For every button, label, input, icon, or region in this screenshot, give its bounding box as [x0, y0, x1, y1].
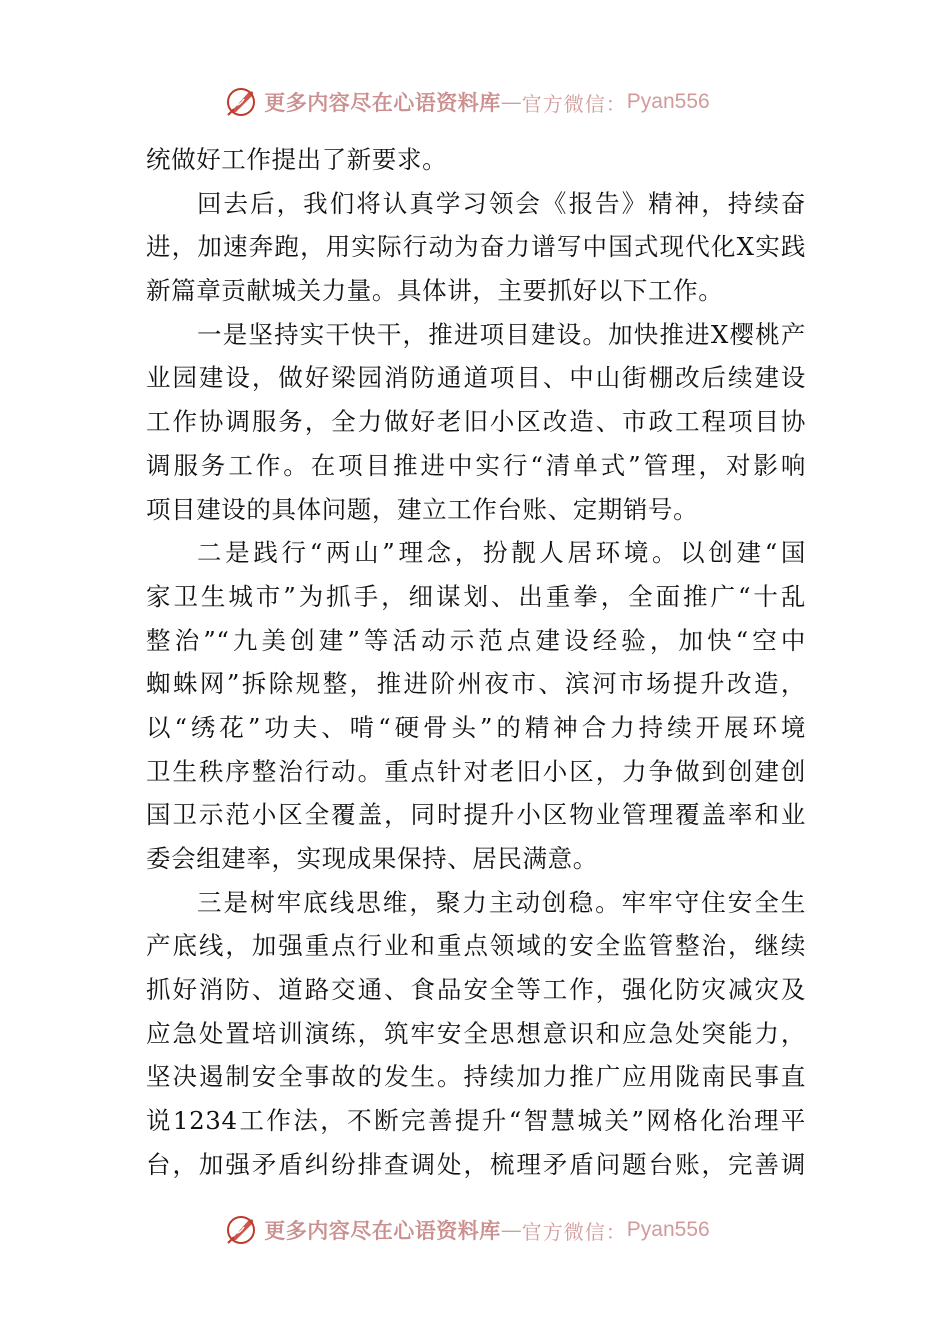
- text-line: 卫生秩序整治行动。重点针对老旧小区，力争做到创建创: [146, 756, 806, 786]
- quill-logo-icon: [224, 85, 258, 119]
- watermark-wechat-id: Pyan556: [626, 90, 710, 113]
- text-line: 家卫生城市”为抓手，细谋划、出重拳，全面推广“十乱: [146, 581, 806, 611]
- text-line: 说1234工作法，不断完善提升“智慧城关”网格化治理平: [146, 1106, 806, 1136]
- document-body: [146, 138, 806, 1187]
- text-line: 应急处置培训演练，筑牢安全思想意识和应急处突能力，: [146, 1018, 806, 1048]
- text-line: 二是践行“两山”理念，扮靓人居环境。以创建“国: [197, 538, 806, 568]
- text-line: 蜘蛛网”拆除规整，推进阶州夜市、滨河市场提升改造，: [146, 669, 806, 699]
- watermark-title: 更多内容尽在心语资料库: [264, 90, 501, 115]
- text-line: 整治”“九美创建”等活动示范点建设经验，加快“空中: [146, 625, 806, 655]
- text-line: 以“绣花”功夫、啃“硬骨头”的精神合力持续开展环境: [146, 712, 806, 742]
- text-line: 国卫示范小区全覆盖，同时提升小区物业管理覆盖率和业: [146, 800, 806, 830]
- text-line: 进，加速奔跑，用实际行动为奋力谱写中国式现代化X实践: [146, 232, 806, 262]
- text-line: 调服务工作。在项目推进中实行“清单式”管理，对影响: [146, 450, 806, 480]
- text-line: 产底线，加强重点行业和重点领域的安全监管整治，继续: [146, 931, 806, 961]
- text-line: 项目建设的具体问题，建立工作台账、定期销号。: [146, 494, 699, 524]
- watermark-wechat-id: Pyan556: [626, 1218, 710, 1241]
- text-line: 一是坚持实干快干，推进项目建设。加快推进X樱桃产: [197, 319, 806, 349]
- watermark-dash: —: [500, 1218, 522, 1242]
- watermark-label: 官方微信：: [521, 91, 627, 116]
- text-line: 坚决遏制安全事故的发生。持续加力推广应用陇南民事直: [146, 1062, 806, 1092]
- watermark-dash: —: [500, 90, 522, 114]
- watermark-label: 官方微信：: [521, 1219, 627, 1244]
- text-line: 新篇章贡献城关力量。具体讲，主要抓好以下工作。: [146, 276, 724, 306]
- text-line: 工作协调服务，全力做好老旧小区改造、市政工程项目协: [146, 407, 806, 437]
- quill-logo-icon: [224, 1213, 258, 1247]
- watermark-header: [0, 82, 950, 122]
- text-line: 业园建设，做好梁园消防通道项目、中山街棚改后续建设: [146, 363, 806, 393]
- text-line: 委会组建率，实现成果保持、居民满意。: [146, 844, 598, 873]
- text-line: 三是树牢底线思维，聚力主动创稳。牢牢守住安全生: [197, 887, 806, 917]
- text-line: 回去后，我们将认真学习领会《报告》精神，持续奋: [197, 188, 806, 218]
- watermark-footer: [0, 1210, 950, 1250]
- text-line: 抓好消防、道路交通、食品安全等工作，强化防灾减灾及: [146, 975, 806, 1005]
- text-line: 台，加强矛盾纠纷排查调处，梳理矛盾问题台账，完善调: [146, 1149, 806, 1179]
- text-line: 统做好工作提出了新要求。: [146, 145, 448, 174]
- watermark-title: 更多内容尽在心语资料库: [264, 1218, 501, 1243]
